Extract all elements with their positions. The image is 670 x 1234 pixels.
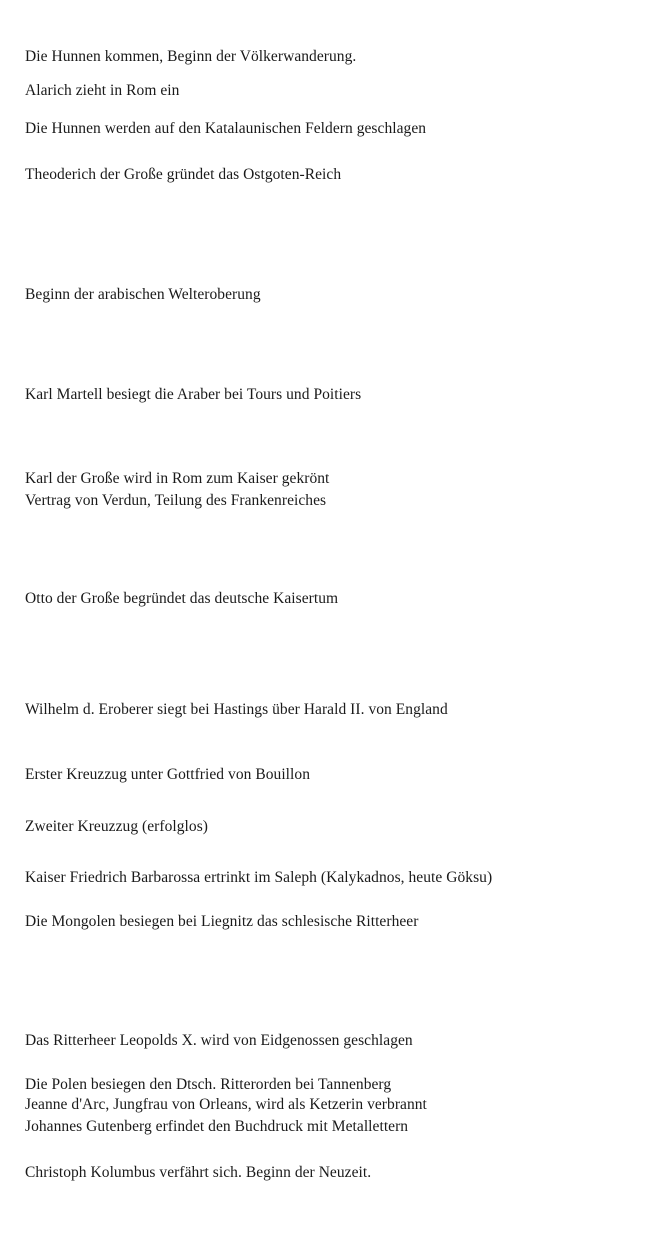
- timeline-event-text: Otto der Große begründet das deutsche Kaisertum: [25, 590, 339, 607]
- timeline-event-text: Jeanne d'Arc, Jungfrau von Orleans, wird als Ketzerin verbrannt: [25, 1096, 427, 1113]
- timeline-event-text: Christoph Kolumbus verfährt sich. Beginn der Neuzeit.: [25, 1164, 372, 1181]
- timeline-event-text: Vertrag von Verdun, Teilung des Frankenreiches: [25, 492, 327, 509]
- timeline-event-text: Beginn der arabischen Welteroberung: [25, 286, 261, 303]
- timeline-event-text: Johannes Gutenberg erfindet den Buchdruck mit Metallettern: [25, 1118, 409, 1135]
- timeline-event-text: Erster Kreuzzug unter Gottfried von Bouillon: [25, 766, 310, 783]
- timeline-event-text: Wilhelm d. Eroberer siegt bei Hastings über Harald II. von England: [25, 701, 448, 718]
- timeline-event-text: Die Mongolen besiegen bei Liegnitz das schlesische Ritterheer: [25, 913, 419, 930]
- timeline-event-text: Die Hunnen kommen, Beginn der Völkerwanderung.: [25, 48, 357, 65]
- timeline-event-text: Theoderich der Große gründet das Ostgoten-Reich: [25, 166, 342, 183]
- timeline-event-text: Karl Martell besiegt die Araber bei Tours und Poitiers: [25, 386, 362, 403]
- timeline-event-text: Das Ritterheer Leopolds X. wird von Eidgenossen geschlagen: [25, 1032, 413, 1049]
- timeline-event-text: Die Hunnen werden auf den Katalaunischen Feldern geschlagen: [25, 120, 427, 137]
- timeline-event-text: Karl der Große wird in Rom zum Kaiser gekrönt: [25, 470, 330, 487]
- timeline-event-text: Die Polen besiegen den Dtsch. Ritterorden bei Tannenberg: [25, 1076, 392, 1093]
- timeline-event-text: Zweiter Kreuzzug (erfolglos): [25, 818, 209, 835]
- timeline-event-text: Alarich zieht in Rom ein: [25, 82, 180, 99]
- timeline-event-text: Kaiser Friedrich Barbarossa ertrinkt im Saleph (Kalykadnos, heute Göksu): [25, 869, 493, 886]
